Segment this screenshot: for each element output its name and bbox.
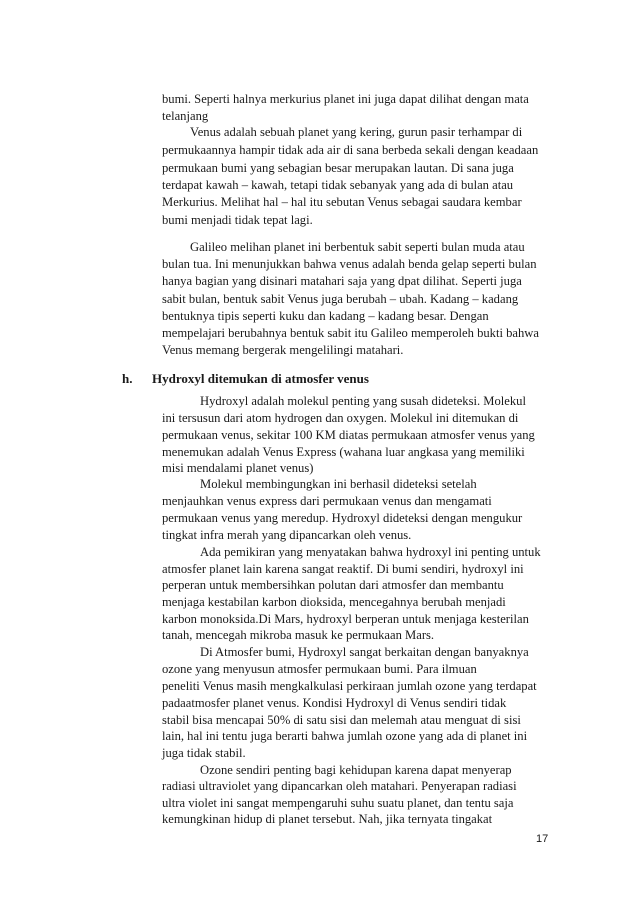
text-line: permukaannya hampir tidak ada air di sana berbeda sekali dengan keadaan <box>162 143 539 157</box>
text-line: Hydroxyl adalah molekul penting yang susah dideteksi. Molekul <box>200 394 526 408</box>
text-line: juga tidak stabil. <box>162 746 246 760</box>
text-line: padaatmosfer planet venus. Kondisi Hydroxyl di Venus sendiri tidak <box>162 696 507 710</box>
text-line: bumi. Seperti halnya merkurius planet ini juga dapat dilihat dengan mata <box>162 92 529 106</box>
text-line: menjaga kestabilan karbon dioksida, mencegahnya berubah menjadi <box>162 595 506 609</box>
text-line: Molekul membingungkan ini berhasil dideteksi setelah <box>200 477 477 491</box>
text-line: terdapat kawah – kawah, tetapi tidak sebanyak yang ada di bulan atau <box>162 178 514 192</box>
text-line: atmosfer planet lain karena sangat reaktif. Di bumi sendiri, hydroxyl ini <box>162 562 524 576</box>
text-line: tanah, mencegah mikroba masuk ke permukaan Mars. <box>162 628 435 642</box>
text-line: Ozone sendiri penting bagi kehidupan karena dapat menyerap <box>200 763 512 777</box>
text-line: sabit bulan, bentuk sabit Venus juga berubah – ubah. Kadang – kadang <box>162 292 519 306</box>
text-line: misi mendalami planet venus) <box>162 461 314 475</box>
text-line: bumi menjadi tidak tepat lagi. <box>162 213 313 227</box>
text-line: perperan untuk membersihkan polutan dari atmosfer dan membantu <box>162 578 504 592</box>
text-line: permukaan bumi yang sebagian besar merupakan lautan. Di sana juga <box>162 161 514 175</box>
text-line: kemungkinan hidup di planet tersebut. Nah, jika ternyata tingakat <box>162 812 493 826</box>
text-line: Venus memang bergerak mengelilingi matahari. <box>162 343 404 357</box>
text-line: permukaan venus yang meredup. Hydroxyl dideteksi dengan mengukur <box>162 511 523 525</box>
section-heading <box>122 371 369 387</box>
text-line: karbon monoksida.Di Mars, hydroxyl berperan untuk menjaga kesterilan <box>162 612 529 626</box>
text-line: Merkurius. Melihat hal – hal itu sebutan Venus sebagai saudara kembar <box>162 195 522 209</box>
text-line: lain, hal ini tentu juga berarti bahwa jumlah ozone yang ada di planet ini <box>162 729 528 743</box>
text-line: Galileo melihan planet ini berbentuk sabit seperti bulan muda atau <box>190 240 525 254</box>
text-line: permukaan venus, sekitar 100 KM diatas permukaan atmosfer venus yang <box>162 428 535 442</box>
text-line: menemukan adalah Venus Express (wahana luar angkasa yang memiliki <box>162 445 525 459</box>
text-line: ultra violet ini sangat mempengaruhi suhu suatu planet, dan tentu saja <box>162 796 514 810</box>
section-title: Hydroxyl ditemukan di atmosfer venus <box>152 371 369 386</box>
section-letter: h. <box>122 371 133 386</box>
text-line: Ada pemikiran yang menyatakan bahwa hydroxyl ini penting untuk <box>200 545 541 559</box>
text-line: menjauhkan venus express dari permukaan venus dan mengamati <box>162 494 492 508</box>
text-line: hanya bagian yang disinari matahari saja yang dpat dilihat. Seperti juga <box>162 274 522 288</box>
text-line: mempelajari berubahnya bentuk sabit itu Galileo memperoleh bukti bahwa <box>162 326 539 340</box>
text-line: radiasi ultraviolet yang dipancarkan oleh matahari. Penyerapan radiasi <box>162 779 517 793</box>
text-line: stabil bisa mencapai 50% di satu sisi dan melemah atau menguat di sisi <box>162 713 521 727</box>
text-line: telanjang <box>162 109 209 123</box>
text-line: peneliti Venus masih mengkalkulasi perkiraan jumlah ozone yang terdapat <box>162 679 537 693</box>
text-line: Di Atmosfer bumi, Hydroxyl sangat berkaitan dengan banyaknya <box>200 645 529 659</box>
text-line: bentuknya tipis seperti kuku dan kadang – kadang besar. Dengan <box>162 309 489 323</box>
text-line: ozone yang menyusun atmosfer permukaan bumi. Para ilmuan <box>162 662 477 676</box>
text-line: ini tersusun dari atom hydrogen dan oxygen. Molekul ini ditemukan di <box>162 411 519 425</box>
page-number: 17 <box>536 833 549 845</box>
text-line: Venus adalah sebuah planet yang kering, gurun pasir terhampar di <box>190 125 523 139</box>
text-line: bulan tua. Ini menunjukkan bahwa venus adalah benda gelap seperti bulan <box>162 257 537 271</box>
text-line: tingkat infra merah yang dipancarkan oleh venus. <box>162 528 412 542</box>
